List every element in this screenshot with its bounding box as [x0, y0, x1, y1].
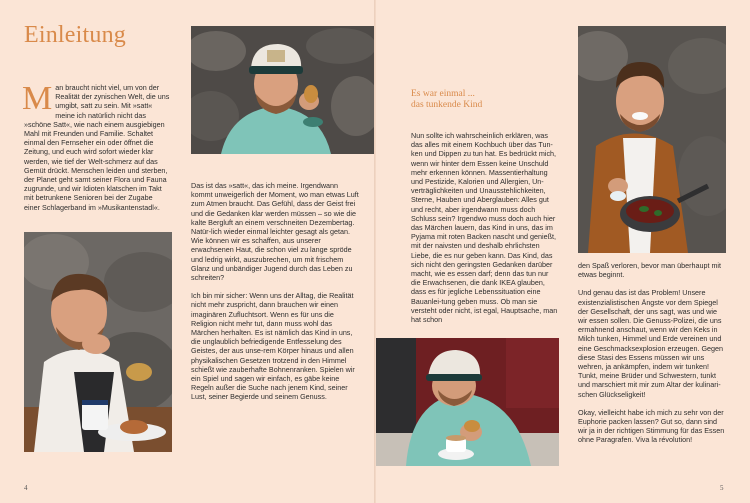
page-number-right: 5 [720, 484, 724, 492]
section-subhead [411, 89, 482, 111]
photo-man-eating-pastry [24, 232, 172, 452]
photo-man-dipping-at-table [376, 338, 559, 466]
photo-man-holding-bowl [578, 26, 726, 253]
subhead-line-2: das tunkende Kind [411, 100, 483, 110]
chapter-title: Einleitung [24, 22, 126, 48]
paragraph: Und genau das ist das Problem! Unsere existenzialistischen Ängste vor dem Spiegel der Gesellschaft, der uns sagt, was und wie wir essen sollen. Die Genuss-Polizei, die uns ermahnend anschaut, wenn wir den Keks in Milch tunken, Himmel und Erde vereinen und eine Geschmacksexplosion erzeugen. Gegen diese Stasi des Essens müssen wir uns wehren, ja ankämpfen, indem wir tunken! Tunkt, meine Brüder und Schwestern, tunkt und marschiert mit mir zum Altar der kulinari-schen Glückseligkeit! [578, 288, 724, 399]
left-column-2 [191, 181, 361, 411]
paragraph: Nun sollte ich wahrscheinlich erklären, was das alles mit einem Kochbuch über das Tun-ken und Dippen zu tun hat. Es bedrückt mich, wenn wir hinter dem Essen keine Unschuld mehr erkennen können. Massentierhaltung und Pestizide, Kalorien und Allergien, Un-verträglichkeiten und Unausstehlichkeiten, Sterne, Hauben und Aberglauben: Alles gut und recht, aber irgendwann muss doch Schluss sein? Irgendwo muss doch auch hier das Märchen lauern, das Kind in uns, das im Pyjama mit roten Backen nascht und genießt, mit der naivsten und deshalb ehrlichsten Liebe, die es nur geben kann. Das Kind, das sich nicht den geringsten Gedanken darüber macht, wie es essen darf; denn das tun nur die Erwachsenen, die dank IKEA glauben, dass es für jegliche Lebenssituation eine Bauanlei-tung geben muss. Ob man sie versteht oder nicht, ist egal, Hauptsache, man hat schon [411, 131, 558, 325]
intro-paragraph: an braucht nicht viel, um von der Realität der zynischen Welt, die uns umgibt, satt zu sein. Mit »satt« meine ich natürlich nicht das »schöne Satt«, wie nach einem ausgiebigen Mahl mit Freunden und Familie. Schaltet einmal den Fernseher ein oder öffnet die Zeitung, und euch wird sofort wieder klar werden, wie tief der Welt-schmerz auf das Gemüt drückt. Menschen leiden und sterben, der Planet geht samt seiner Flora und Fauna zugrunde, und wir Idioten klatschen im Takt mit betrunkene Senioren bei der Zugabe einer Schlagerband im »Musikantenstadl«. [24, 83, 170, 212]
right-column-1 [411, 131, 559, 333]
paragraph: den Spaß verloren, bevor man überhaupt mit etwas beginnt. [578, 261, 722, 280]
page-number-left: 4 [24, 484, 28, 492]
paragraph: Ich bin mir sicher: Wenn uns der Alltag, die Realität nicht mehr zuspricht, dann brauchen wir einen imaginären Zufluchtsort. Wenn es für uns die Religion nicht mehr tut, dann muss wohl das Märchen herhalten. Es ist nämlich das Kind in uns, die unglaublich befriedigende Entfesselung des Geistes, der aus unse-rem Körper hinaus und allen physikalischen Gesetzen trotzend in den Himmel schießt wie zauberhafte Bohnenranken. Spielen wir ein Spiel und sagen wir einfach, es gäbe keine Regeln außer die Suche nach jenem Kind, seiner Lust, seiner Begierde und seinem Genuss. [191, 291, 355, 402]
paragraph: Das ist das »satt«, das ich meine. Irgendwann kommt unweigerlich der Moment, wo man etwas Luft zum Atmen braucht. Das Gefühl, dass der Geist frei und die Gedanken klar werden müssen – so wie die kalte Bergluft an einem verschneiten Dezembertag. Natür-lich wieder einmal leichter gesagt als getan. Wie können wir es schaffen, aus unserer erwachsenen Haut, die schon viel zu lange spröde und ledrig wirkt, auszubrechen, um mit frischem Glanz und unbändiger Jugend durch das Leben zu schreiten? [191, 181, 359, 283]
left-column-1 [22, 80, 170, 221]
subhead-line-1: Es war einmal ... [411, 89, 475, 99]
photo-man-in-cap-holding-snack [191, 26, 374, 154]
paragraph: Okay, vielleicht habe ich mich zu sehr von der Euphorie packen lassen? Gut so, dann sind wir ja in der richtigen Stimmung für das Essen ohne Paragrafen. Viva la révolution! [578, 407, 725, 445]
right-column-2 [578, 261, 726, 454]
dropcap: M [22, 80, 53, 117]
